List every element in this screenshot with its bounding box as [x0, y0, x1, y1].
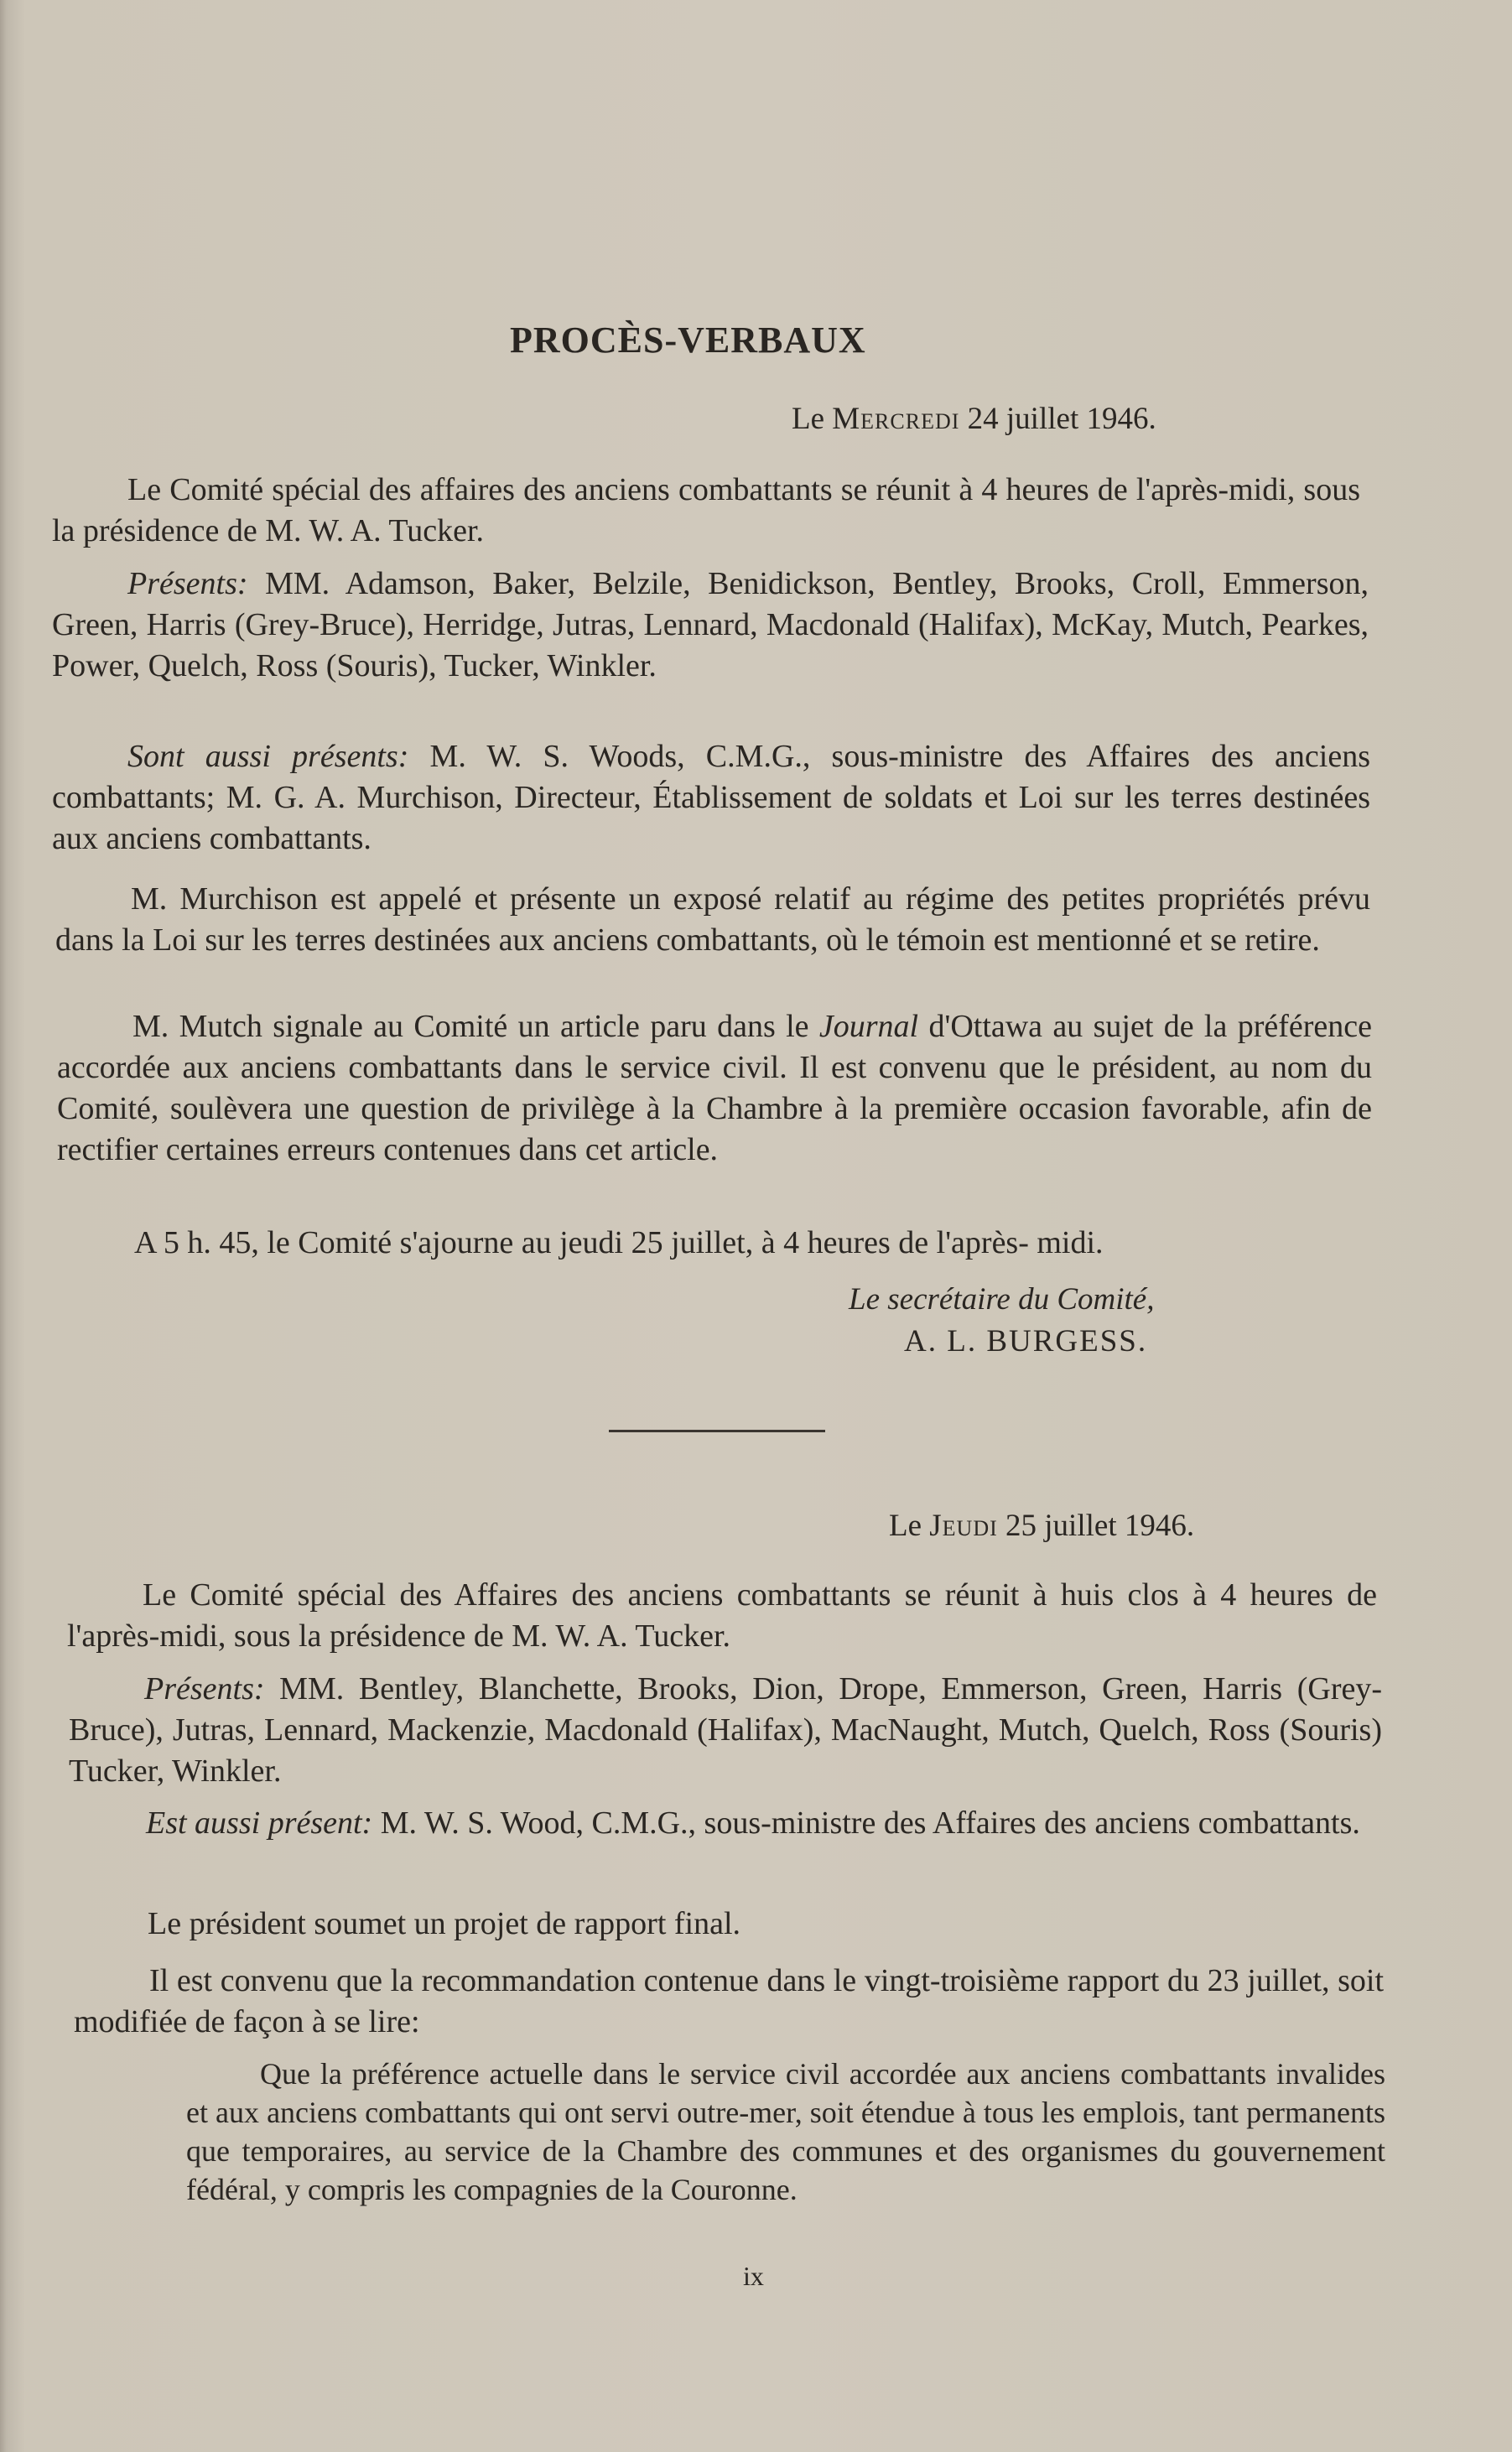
meeting1-opening: Le Comité spécial des affaires des anciens combattants se réunit à 4 heures de l'après-midi, sous la présidence de M. W. A. Tucker. — [52, 472, 1360, 548]
meeting2-opening: Le Comité spécial des Affaires des anciens combattants se réunit à huis clos à 4 heures de l'après-midi, sous la présidence de M. W. A. Tucker. — [67, 1577, 1377, 1654]
signature-title: Le secrétaire du Comité, — [849, 1282, 1155, 1317]
meeting1-also-present — [52, 736, 1370, 860]
signature-name: A. L. BURGESS. — [904, 1324, 1148, 1358]
meeting2-present — [69, 1669, 1382, 1792]
journal-name: Journal — [818, 1009, 919, 1044]
present-label: Présents: — [127, 566, 248, 601]
also-present-text: M. W. S. Woods, C.M.G., sous-ministre des Affaires des anciens combattants; M. G. A. Murchison, Directeur, Établissement de soldats et Loi sur les terres destinées aux anciens combattants. — [52, 739, 1371, 856]
date-prefix: Le — [792, 402, 825, 436]
meeting1-mutch-paragraph — [57, 1006, 1372, 1171]
date-prefix: Le — [889, 1509, 922, 1543]
recommendation-quote: Que la préférence actuelle dans le service civil accordée aux anciens combattants invalides et aux anciens combattants qui ont servi outre-mer, soit étendue à tous les emplois, tant permanents que temporaires, au service de la Chambre des communes et des organismes du gouvernement fédéral, y compris les compagnies de la Couronne. — [186, 2057, 1385, 2206]
page-title: PROCÈS-VERBAUX — [510, 319, 866, 361]
present-label: Présents: — [144, 1671, 265, 1707]
meeting1-present — [52, 564, 1369, 687]
also-present-label: Sont aussi présents: — [127, 739, 409, 774]
section-divider — [609, 1430, 825, 1432]
meeting1-date — [792, 401, 1156, 437]
meeting2-recommendation-paragraph: Il est convenu que la recommandation contenue dans le vingt-troisième rapport du 23 juillet, soit modifiée de façon à se lire: — [74, 1963, 1384, 2039]
mutch-text-b: d'Ottawa au sujet de la préférence accordée aux anciens combattants dans le service civil. Il est convenu que le président, au nom du Comité, soulèvera une question de privilège à la Chambre à la première occasion favorable, afin de rectifier certaines erreurs contenues dans cet article. — [57, 1009, 1373, 1167]
date-rest: 25 juillet 1946. — [1005, 1509, 1195, 1543]
date-day: Jeudi — [929, 1509, 998, 1543]
also-present-text: M. W. S. Wood, C.M.G., sous-ministre des Affaires des anciens combattants. — [380, 1805, 1360, 1841]
meeting1-adjourn: A 5 h. 45, le Comité s'ajourne au jeudi 25 juillet, à 4 heures de l'après- midi. — [134, 1225, 1104, 1260]
meeting2-date — [889, 1508, 1194, 1544]
meeting2-report-paragraph: Le président soumet un projet de rapport final. — [148, 1906, 741, 1941]
also-present-label: Est aussi présent: — [146, 1805, 373, 1841]
date-rest: 24 juillet 1946. — [967, 402, 1156, 436]
meeting1-murchison-paragraph: M. Murchison est appelé et présente un exposé relatif au régime des petites propriétés prévu dans la Loi sur les terres destinées aux anciens combattants, où le témoin est mentionné et se retire. — [55, 881, 1370, 958]
meeting2-also-present — [70, 1803, 1385, 1844]
present-list: MM. Adamson, Baker, Belzile, Benidickson, Bentley, Brooks, Croll, Emmerson, Green, Harris (Grey-Bruce), Herridge, Jutras, Lennard, Macdonald (Halifax), McKay, Mutch, Pearkes, Power, Quelch, Ross (Souris), Tucker, Winkler. — [52, 566, 1369, 683]
page-number: ix — [743, 2261, 764, 2291]
present-list: MM. Bentley, Blanchette, Brooks, Dion, Drope, Emmerson, Green, Harris (Grey-Bruce), Jutras, Lennard, Mackenzie, Macdonald (Halifax), MacNaught, Mutch, Quelch, Ross (Souris) Tucker, Winkler. — [69, 1671, 1382, 1789]
date-day: Mercredi — [832, 402, 960, 436]
mutch-text-a: M. Mutch signale au Comité un article paru dans le — [132, 1009, 809, 1044]
